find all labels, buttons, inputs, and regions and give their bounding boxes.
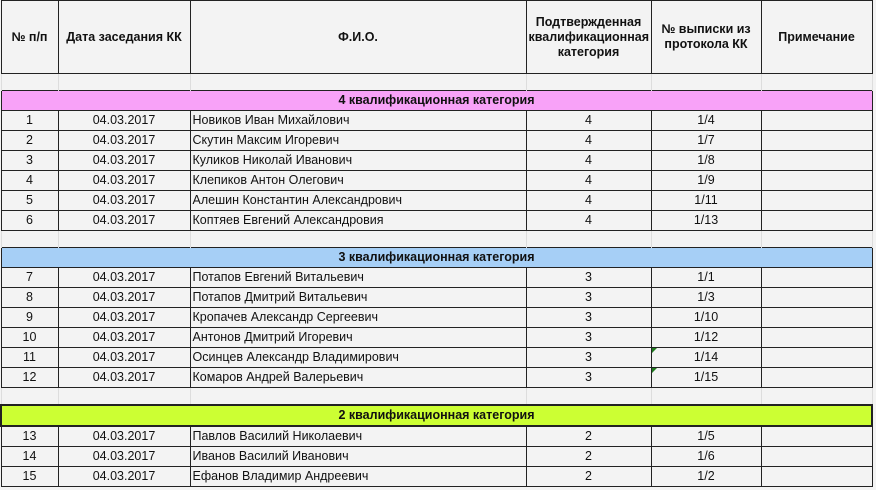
cell-date[interactable]: 04.03.2017 — [58, 467, 190, 487]
table-row — [1, 426, 872, 447]
table-row — [1, 328, 872, 348]
cell-date[interactable]: 04.03.2017 — [58, 426, 190, 447]
empty-cell[interactable] — [58, 74, 190, 91]
table-row — [1, 191, 872, 211]
cell-protocol[interactable]: 1/6 — [651, 447, 761, 467]
empty-cell[interactable] — [761, 388, 872, 406]
empty-cell[interactable] — [58, 231, 190, 248]
empty-cell[interactable] — [526, 231, 651, 248]
empty-cell[interactable] — [761, 74, 872, 91]
section-title[interactable]: 4 квалификационная категория — [1, 91, 872, 111]
cell-date[interactable]: 04.03.2017 — [58, 211, 190, 231]
empty-cell[interactable] — [1, 74, 58, 91]
cell-category[interactable]: 4 — [526, 131, 651, 151]
cell-name[interactable]: Потапов Евгений Витальевич — [190, 268, 526, 288]
cell-name[interactable]: Кропачев Александр Сергеевич — [190, 308, 526, 328]
cell-name[interactable]: Алешин Константин Александрович — [190, 191, 526, 211]
empty-cell[interactable] — [1, 231, 58, 248]
cell-date[interactable]: 04.03.2017 — [58, 151, 190, 171]
cell-date[interactable]: 04.03.2017 — [58, 308, 190, 328]
cell-date[interactable]: 04.03.2017 — [58, 191, 190, 211]
cell-category[interactable]: 3 — [526, 368, 651, 388]
cell-protocol[interactable]: 1/4 — [651, 111, 761, 131]
table-row — [1, 467, 872, 487]
empty-cell[interactable] — [526, 74, 651, 91]
cell-date[interactable]: 04.03.2017 — [58, 447, 190, 467]
table-row — [1, 447, 872, 467]
empty-cell[interactable] — [651, 231, 761, 248]
cell-protocol[interactable]: 1/5 — [651, 426, 761, 447]
cell-name[interactable]: Ефанов Владимир Андреевич — [190, 467, 526, 487]
cell-note[interactable] — [761, 467, 872, 487]
cell-name[interactable]: Клепиков Антон Олегович — [190, 171, 526, 191]
header-note[interactable]: Примечание — [761, 1, 872, 74]
cell-category[interactable]: 4 — [526, 151, 651, 171]
blank-row — [1, 74, 872, 91]
cell-category[interactable]: 2 — [526, 467, 651, 487]
cell-number[interactable]: 15 — [1, 467, 58, 487]
cell-category[interactable]: 3 — [526, 288, 651, 308]
blank-row — [1, 388, 872, 406]
table-row — [1, 368, 872, 388]
table-row — [1, 268, 872, 288]
cell-note[interactable] — [761, 348, 872, 368]
table-row — [1, 131, 872, 151]
empty-cell[interactable] — [1, 388, 58, 406]
empty-cell[interactable] — [58, 388, 190, 406]
cell-note[interactable] — [761, 191, 872, 211]
cell-name[interactable]: Осинцев Александр Владимирович — [190, 348, 526, 368]
cell-date[interactable]: 04.03.2017 — [58, 288, 190, 308]
cell-number[interactable]: 7 — [1, 268, 58, 288]
table-row — [1, 288, 872, 308]
section-header-row — [1, 248, 872, 268]
cell-date[interactable]: 04.03.2017 — [58, 328, 190, 348]
cell-date[interactable]: 04.03.2017 — [58, 111, 190, 131]
cell-note[interactable] — [761, 426, 872, 447]
cell-name[interactable]: Павлов Василий Николаевич — [190, 426, 526, 447]
cell-protocol[interactable]: 1/2 — [651, 467, 761, 487]
cell-protocol[interactable]: 1/3 — [651, 288, 761, 308]
cell-note[interactable] — [761, 131, 872, 151]
cell-category[interactable]: 2 — [526, 447, 651, 467]
cell-note[interactable] — [761, 368, 872, 388]
cell-name[interactable]: Куликов Николай Иванович — [190, 151, 526, 171]
cell-number[interactable]: 5 — [1, 191, 58, 211]
empty-cell[interactable] — [761, 231, 872, 248]
cell-number[interactable]: 10 — [1, 328, 58, 348]
cell-date[interactable]: 04.03.2017 — [58, 348, 190, 368]
table-row — [1, 151, 872, 171]
cell-note[interactable] — [761, 211, 872, 231]
cell-name[interactable]: Иванов Василий Иванович — [190, 447, 526, 467]
cell-number[interactable]: 6 — [1, 211, 58, 231]
cell-date[interactable]: 04.03.2017 — [58, 171, 190, 191]
section-header-row — [1, 405, 872, 426]
cell-protocol[interactable]: 1/10 — [651, 308, 761, 328]
cell-name[interactable]: Комаров Андрей Валерьевич — [190, 368, 526, 388]
cell-number[interactable]: 1 — [1, 111, 58, 131]
cell-protocol[interactable]: 1/1 — [651, 268, 761, 288]
cell-number[interactable]: 9 — [1, 308, 58, 328]
cell-note[interactable] — [761, 268, 872, 288]
cell-category[interactable]: 3 — [526, 308, 651, 328]
empty-cell[interactable] — [526, 388, 651, 406]
table-row — [1, 111, 872, 131]
cell-protocol[interactable]: 1/8 — [651, 151, 761, 171]
cell-note[interactable] — [761, 111, 872, 131]
empty-cell[interactable] — [190, 74, 526, 91]
cell-protocol[interactable]: 1/14 — [651, 348, 761, 368]
cell-protocol[interactable]: 1/11 — [651, 191, 761, 211]
cell-note[interactable] — [761, 288, 872, 308]
empty-cell[interactable] — [651, 388, 761, 406]
cell-note[interactable] — [761, 308, 872, 328]
cell-protocol[interactable]: 1/15 — [651, 368, 761, 388]
cell-date[interactable]: 04.03.2017 — [58, 368, 190, 388]
cell-protocol[interactable]: 1/12 — [651, 328, 761, 348]
cell-number[interactable]: 11 — [1, 348, 58, 368]
header-row — [1, 1, 872, 74]
cell-number[interactable]: 14 — [1, 447, 58, 467]
blank-row — [1, 231, 872, 248]
header-date[interactable]: Дата заседания КК — [58, 1, 190, 74]
cell-name[interactable]: Новиков Иван Михайлович — [190, 111, 526, 131]
table-row — [1, 171, 872, 191]
cell-name[interactable]: Потапов Дмитрий Витальевич — [190, 288, 526, 308]
header-protocol[interactable]: № выписки из протокола КК — [651, 1, 761, 74]
cell-category[interactable]: 2 — [526, 426, 651, 447]
header-name[interactable]: Ф.И.О. — [190, 1, 526, 74]
cell-number[interactable]: 12 — [1, 368, 58, 388]
section-title[interactable]: 2 квалификационная категория — [1, 405, 872, 426]
header-category[interactable]: Подтвержденная квалификационная категория — [526, 1, 651, 74]
empty-cell[interactable] — [651, 74, 761, 91]
cell-protocol[interactable]: 1/7 — [651, 131, 761, 151]
empty-cell[interactable] — [190, 231, 526, 248]
cell-category[interactable]: 3 — [526, 328, 651, 348]
section-title[interactable]: 3 квалификационная категория — [1, 248, 872, 268]
table-row — [1, 211, 872, 231]
cell-number[interactable]: 8 — [1, 288, 58, 308]
cell-category[interactable]: 4 — [526, 171, 651, 191]
cell-note[interactable] — [761, 151, 872, 171]
table-row — [1, 308, 872, 328]
cell-category[interactable]: 4 — [526, 191, 651, 211]
cell-name[interactable]: Антонов Дмитрий Игоревич — [190, 328, 526, 348]
cell-category[interactable]: 4 — [526, 111, 651, 131]
section-header-row — [1, 91, 872, 111]
cell-protocol[interactable]: 1/13 — [651, 211, 761, 231]
header-number[interactable]: № п/п — [1, 1, 58, 74]
cell-category[interactable]: 3 — [526, 348, 651, 368]
cell-note[interactable] — [761, 328, 872, 348]
cell-number[interactable]: 3 — [1, 151, 58, 171]
cell-number[interactable]: 13 — [1, 426, 58, 447]
empty-cell[interactable] — [190, 388, 526, 406]
cell-name[interactable]: Коптяев Евгений Александровия — [190, 211, 526, 231]
cell-note[interactable] — [761, 447, 872, 467]
cell-name[interactable]: Скутин Максим Игоревич — [190, 131, 526, 151]
cell-protocol[interactable]: 1/9 — [651, 171, 761, 191]
cell-category[interactable]: 3 — [526, 268, 651, 288]
cell-date[interactable]: 04.03.2017 — [58, 131, 190, 151]
table-row — [1, 348, 872, 368]
cell-note[interactable] — [761, 171, 872, 191]
cell-number[interactable]: 2 — [1, 131, 58, 151]
cell-category[interactable]: 4 — [526, 211, 651, 231]
cell-number[interactable]: 4 — [1, 171, 58, 191]
cell-date[interactable]: 04.03.2017 — [58, 268, 190, 288]
